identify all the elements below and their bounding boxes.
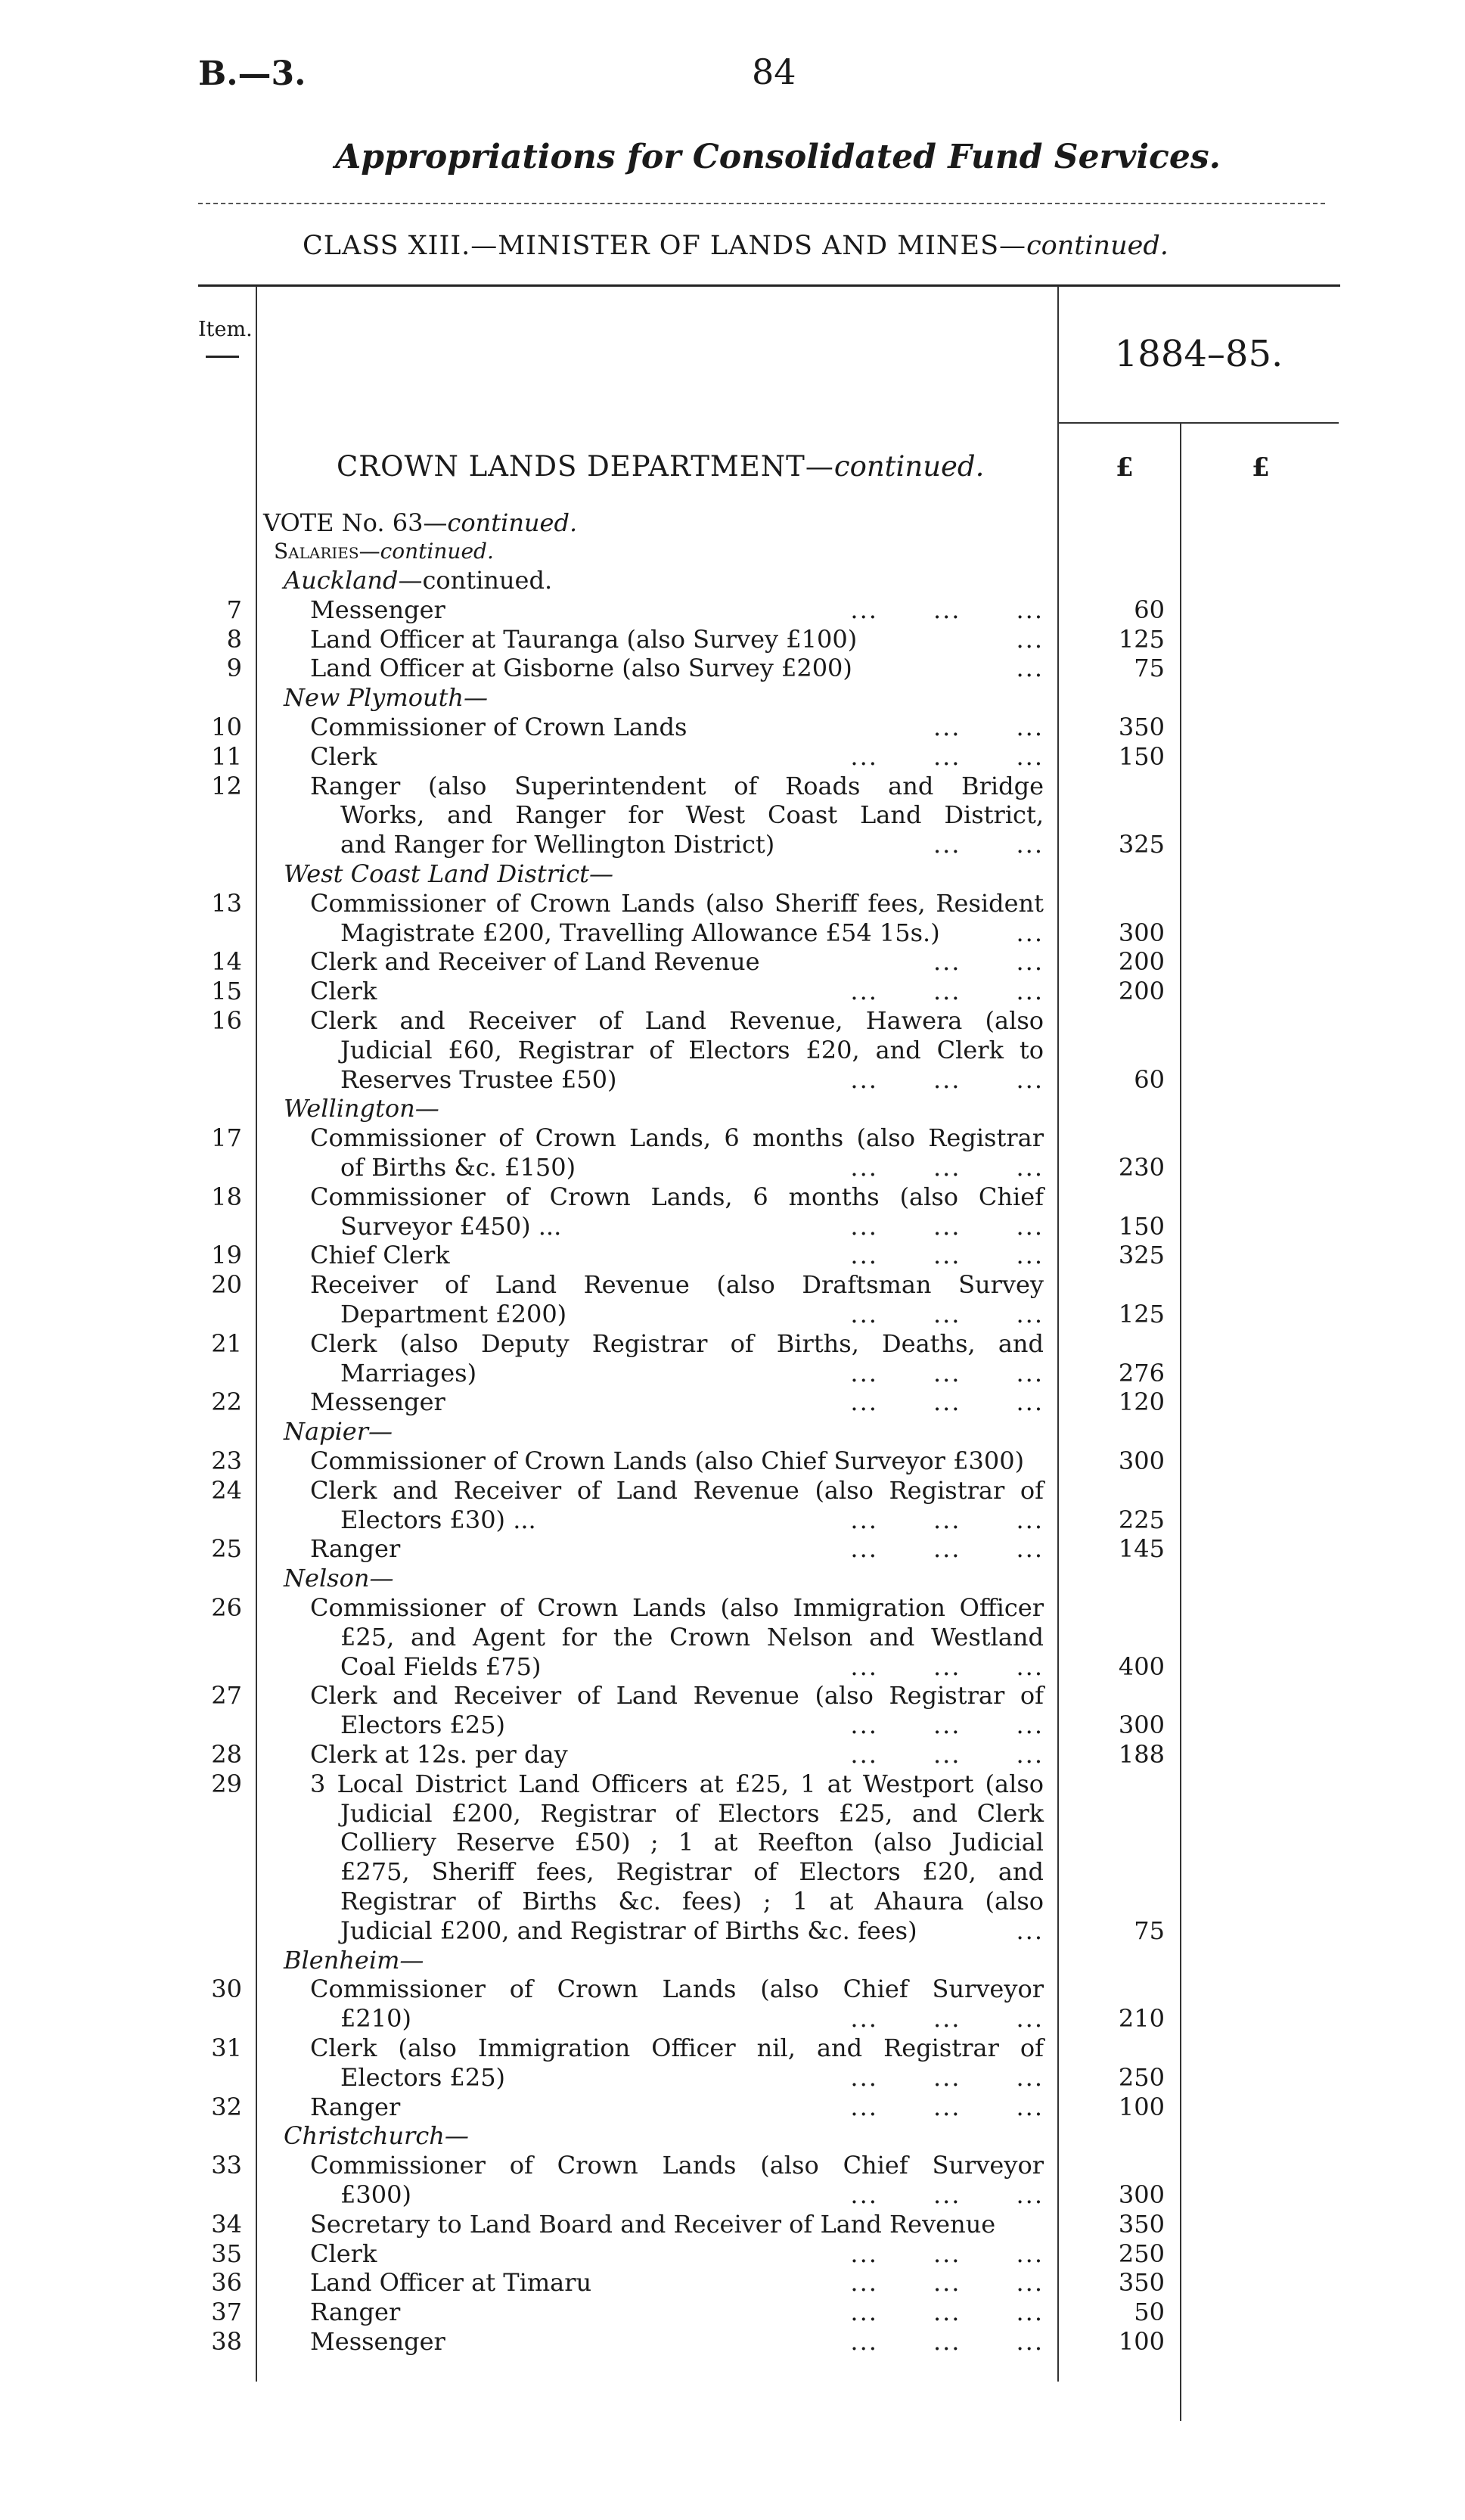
section-heading-name: Blenheim— (284, 1945, 424, 1975)
item-description-line: Clerk and Receiver of Land Revenue (also Registrar of (310, 1681, 1044, 1711)
leader-dots: ... ... ... (850, 1358, 1044, 1387)
class-title-suffix: continued. (1026, 231, 1169, 261)
header-rule (198, 203, 1325, 204)
leader-dots: ... ... ... (850, 977, 1044, 1006)
item-number: 27 (211, 1681, 242, 1711)
leader-dots: ... ... ... (850, 1153, 1044, 1182)
item-number: 7 (226, 595, 242, 624)
leader-dots: ... ... ... (850, 1534, 1044, 1564)
item-number: 35 (211, 2239, 242, 2268)
item-number: 11 (211, 741, 242, 771)
item-header-dash (206, 356, 239, 358)
section-heading (284, 566, 552, 595)
item-description-line: Surveyor £450) ... (340, 1211, 562, 1241)
item-description-line: Commissioner of Crown Lands, 6 months (also Registrar (310, 1123, 1044, 1153)
item-number: 26 (211, 1593, 242, 1622)
item-number: 21 (211, 1328, 242, 1358)
section-heading (284, 683, 488, 712)
amount-1884-85: 200 (1118, 977, 1165, 1006)
section-heading (284, 1946, 424, 1975)
leader-dots: ... ... ... (850, 1740, 1044, 1769)
amount-1884-85: 350 (1118, 713, 1165, 741)
amount-1884-85: 350 (1118, 2268, 1165, 2298)
item-number: 37 (211, 2298, 242, 2327)
item-description-line: Messenger (310, 1387, 445, 1417)
leader-dots: ... ... ... (850, 1064, 1044, 1094)
item-description-line: Electors £25) (340, 2062, 506, 2092)
section-heading (284, 1564, 393, 1592)
amount-1884-85: 325 (1118, 830, 1165, 859)
class-title (303, 231, 1169, 261)
amount-1884-85: 100 (1118, 2092, 1165, 2121)
leader-dots: ... ... ... (850, 1652, 1044, 1681)
item-description-line: Commissioner of Crown Lands (also Sheriff fees, Resident (310, 888, 1044, 918)
item-description-line: Commissioner of Crown Lands, 6 months (also Chief (310, 1182, 1044, 1211)
item-description-line: Ranger (310, 2092, 401, 2121)
item-description-line: Colliery Reserve £50) ; 1 at Reefton (also Judicial (340, 1828, 1044, 1857)
amount-1884-85: 125 (1118, 1300, 1165, 1328)
item-description-line: Clerk (310, 977, 377, 1006)
item-number: 36 (211, 2268, 242, 2298)
item-number: 34 (211, 2209, 242, 2239)
leader-dots: ... ... ... (850, 1711, 1044, 1740)
item-number: 12 (211, 771, 242, 800)
item-number: 32 (211, 2092, 242, 2121)
item-number: 31 (211, 2034, 242, 2062)
item-number: 8 (226, 624, 242, 654)
amount-1884-85: 75 (1134, 1916, 1165, 1945)
leader-dots: ... ... ... (850, 595, 1044, 624)
pound-symbol-2: £ (1252, 452, 1270, 483)
pound-column-divider (1180, 424, 1181, 2421)
item-description-line: Judicial £200, and Registrar of Births &c. fees) (340, 1916, 917, 1945)
item-description-line: Judicial £200, Registrar of Electors £25, and Clerk (340, 1798, 1044, 1828)
leader-dots: ... ... ... (850, 2180, 1044, 2209)
amount-1884-85: 75 (1134, 654, 1165, 683)
leader-dots: ... ... ... (850, 2092, 1044, 2121)
section-heading (284, 2121, 469, 2150)
item-number: 18 (211, 1182, 242, 1211)
section-heading-name: Nelson— (284, 1564, 394, 1593)
section-heading (284, 859, 613, 888)
item-description-line: and Ranger for Wellington District) (340, 830, 775, 859)
item-description-line: Electors £25) (340, 1711, 506, 1740)
section-heading (284, 1094, 439, 1123)
amount-1884-85: 300 (1118, 1711, 1165, 1740)
amount-1884-85: 150 (1118, 741, 1165, 771)
section-heading-continued: —continued. (398, 566, 553, 595)
item-description-line: Clerk at 12s. per day (310, 1740, 568, 1769)
item-description-line: 3 Local District Land Officers at £25, 1 at Westport (also (310, 1769, 1044, 1798)
item-description-line: Clerk (also Deputy Registrar of Births, Deaths, and (310, 1328, 1044, 1358)
item-number: 28 (211, 1740, 242, 1769)
vote-heading (263, 508, 577, 537)
item-number: 13 (211, 888, 242, 918)
year-underline (1057, 422, 1339, 424)
item-description-line: £25, and Agent for the Crown Nelson and Westland (340, 1622, 1044, 1652)
amount-1884-85: 188 (1118, 1740, 1165, 1769)
department-heading-suffix: continued. (833, 450, 985, 483)
leader-dots: ... ... ... (850, 2004, 1044, 2034)
item-number: 22 (211, 1387, 242, 1417)
item-description-line: Commissioner of Crown Lands (also Immigration Officer (310, 1593, 1044, 1622)
amount-1884-85: 60 (1134, 1064, 1165, 1094)
leader-dots: ... ... ... (850, 2239, 1044, 2268)
amount-1884-85: 300 (1118, 918, 1165, 947)
section-heading-name: West Coast Land District— (284, 859, 614, 888)
item-number: 23 (211, 1446, 242, 1475)
item-number: 14 (211, 947, 242, 977)
vote-heading-main: VOTE No. 63— (263, 508, 448, 537)
item-description-line: £300) (340, 2180, 411, 2209)
amount-1884-85: 325 (1118, 1241, 1165, 1270)
item-description-line: Commissioner of Crown Lands (also Chief Surveyor (310, 2151, 1044, 2180)
item-description-line: Secretary to Land Board and Receiver of Land Revenue (310, 2209, 996, 2239)
amount-1884-85: 125 (1118, 624, 1165, 654)
item-number: 24 (211, 1475, 242, 1505)
item-description-line: Land Officer at Tauranga (also Survey £100) (310, 624, 858, 654)
item-description-line: Clerk (also Immigration Officer nil, and Registrar of (310, 2034, 1044, 2062)
item-description-line: Receiver of Land Revenue (also Draftsman Survey (310, 1270, 1044, 1300)
item-description-line: £210) (340, 2004, 411, 2034)
section-heading-name: Wellington— (284, 1094, 439, 1123)
amount-1884-85: 250 (1118, 2062, 1165, 2092)
item-description-line: Marriages) (340, 1358, 477, 1387)
amount-1884-85: 145 (1118, 1534, 1165, 1564)
page-number: 84 (752, 51, 796, 92)
item-number: 38 (211, 2327, 242, 2356)
amount-1884-85: 276 (1118, 1358, 1165, 1387)
leader-dots: ... ... ... (850, 2298, 1044, 2327)
item-description-line: Ranger (310, 2298, 401, 2327)
document-reference: B.—3. (198, 54, 306, 93)
item-description-line: Commissioner of Crown Lands (also Chief Surveyor £300) (310, 1446, 1025, 1475)
salaries-heading (274, 537, 494, 566)
section-heading-name: Auckland (284, 566, 399, 595)
class-title-main: CLASS XIII.—MINISTER OF LANDS AND MINES— (303, 231, 1027, 261)
department-heading (337, 450, 984, 483)
amount-1884-85: 300 (1118, 1446, 1165, 1475)
item-number: 20 (211, 1270, 242, 1300)
item-column-divider (256, 286, 257, 2382)
salaries-heading-suffix: continued. (380, 539, 494, 564)
item-description-line: Electors £30) ... (340, 1505, 536, 1534)
item-description-line: £275, Sheriff fees, Registrar of Electors £20, and (340, 1857, 1044, 1887)
item-column-header: Item. (198, 318, 253, 341)
item-description-line: Magistrate £200, Travelling Allowance £54 15s.) (340, 918, 940, 947)
item-description-line: Clerk and Receiver of Land Revenue (310, 947, 760, 977)
department-heading-main: CROWN LANDS DEPARTMENT— (337, 450, 834, 483)
leader-dots: ... ... ... (850, 1387, 1044, 1417)
leader-dots: ... ... ... (850, 1505, 1044, 1534)
table-top-rule (198, 284, 1340, 287)
leader-dots: ... ... ... (850, 2268, 1044, 2298)
leader-dots: ... ... ... (850, 1241, 1044, 1270)
leader-dots: ... ... (933, 713, 1044, 741)
item-description-line: of Births &c. £150) (340, 1153, 576, 1182)
leader-dots: ... ... ... (850, 2062, 1044, 2092)
item-number: 29 (211, 1769, 242, 1798)
amount-1884-85: 200 (1118, 947, 1165, 977)
leader-dots: ... ... ... (850, 2327, 1044, 2356)
item-description-line: Coal Fields £75) (340, 1652, 542, 1681)
amount-1884-85: 60 (1134, 595, 1165, 624)
item-description-line: Land Officer at Gisborne (also Survey £200) (310, 654, 852, 683)
item-number: 16 (211, 1006, 242, 1035)
item-number: 25 (211, 1534, 242, 1564)
section-heading-name: Napier— (284, 1417, 393, 1446)
item-description-line: Ranger (310, 1534, 401, 1564)
leader-dots: ... ... ... (850, 741, 1044, 771)
leader-dots: ... (1016, 1916, 1044, 1945)
item-number: 17 (211, 1123, 242, 1153)
amount-1884-85: 300 (1118, 2180, 1165, 2209)
item-description-line: Commissioner of Crown Lands (310, 713, 687, 741)
amount-1884-85: 225 (1118, 1505, 1165, 1534)
item-description-line: Judicial £60, Registrar of Electors £20, and Clerk to (340, 1035, 1044, 1064)
amount-1884-85: 100 (1118, 2327, 1165, 2356)
item-description-line: Messenger (310, 595, 445, 624)
section-heading-name: Christchurch— (284, 2121, 469, 2151)
year-column-header: 1884–85. (1114, 333, 1283, 375)
amount-1884-85: 150 (1118, 1211, 1165, 1241)
item-description-line: Clerk (310, 741, 377, 771)
leader-dots: ... (1016, 624, 1044, 654)
item-description-line: Works, and Ranger for West Coast Land District, (340, 800, 1044, 830)
amount-column-divider (1057, 286, 1059, 2382)
item-number: 19 (211, 1241, 242, 1270)
item-number: 30 (211, 1975, 242, 2004)
amount-1884-85: 210 (1118, 2004, 1165, 2034)
amount-1884-85: 250 (1118, 2239, 1165, 2268)
amount-1884-85: 400 (1118, 1652, 1165, 1681)
item-description-line: Ranger (also Superintendent of Roads and Bridge (310, 771, 1044, 800)
amount-1884-85: 350 (1118, 2209, 1165, 2239)
item-number: 9 (226, 654, 242, 683)
item-number: 33 (211, 2151, 242, 2180)
amount-1884-85: 120 (1118, 1387, 1165, 1417)
item-description-line: Clerk and Receiver of Land Revenue (also Registrar of (310, 1475, 1044, 1505)
leader-dots: ... ... (933, 947, 1044, 977)
item-description-line: Land Officer at Timaru (310, 2268, 592, 2298)
salaries-heading-main: Salaries— (274, 539, 380, 564)
page-title: Appropriations for Consolidated Fund Services. (335, 138, 1221, 176)
item-number: 15 (211, 977, 242, 1006)
item-description-line: Department £200) (340, 1300, 567, 1328)
pound-symbol-1: £ (1116, 452, 1134, 483)
item-description-line: Clerk (310, 2239, 377, 2268)
item-number: 10 (211, 713, 242, 741)
leader-dots: ... (1016, 918, 1044, 947)
item-description-line: Chief Clerk (310, 1241, 450, 1270)
vote-heading-suffix: continued. (447, 508, 578, 537)
item-description-line: Clerk and Receiver of Land Revenue, Hawera (also (310, 1006, 1044, 1035)
amount-1884-85: 50 (1134, 2298, 1165, 2327)
item-description-line: Commissioner of Crown Lands (also Chief Surveyor (310, 1975, 1044, 2004)
leader-dots: ... (1016, 654, 1044, 683)
section-heading-name: New Plymouth— (284, 683, 489, 713)
leader-dots: ... ... ... (850, 1300, 1044, 1328)
amount-1884-85: 230 (1118, 1153, 1165, 1182)
leader-dots: ... ... (933, 830, 1044, 859)
item-description-line: Registrar of Births &c. fees) ; 1 at Ahaura (also (340, 1887, 1044, 1916)
leader-dots: ... ... ... (850, 1211, 1044, 1241)
section-heading (284, 1417, 393, 1446)
item-description-line: Messenger (310, 2327, 445, 2356)
item-description-line: Reserves Trustee £50) (340, 1064, 617, 1094)
